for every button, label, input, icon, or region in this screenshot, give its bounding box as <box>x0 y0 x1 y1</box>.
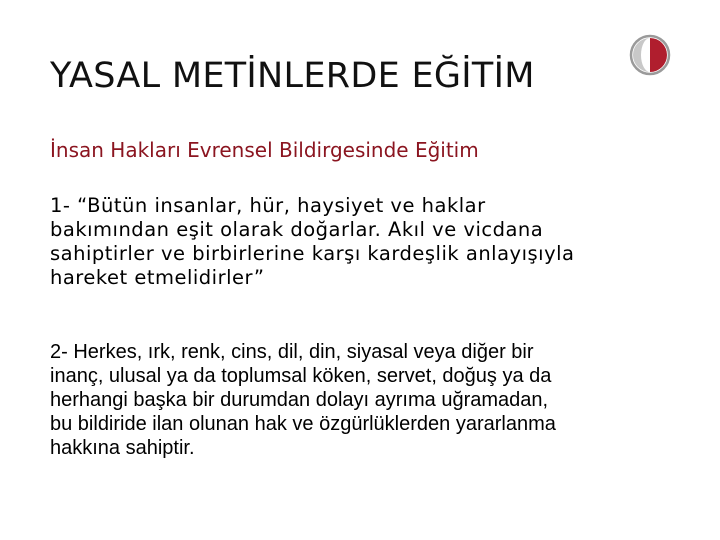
paragraph-1 <box>50 194 690 290</box>
page-title: YASAL METİNLERDE EĞİTİM <box>50 56 535 96</box>
paragraph-1-line: bakımından eşit olarak doğarlar. Akıl ve vicdana <box>50 218 544 241</box>
paragraph-2-line: herhangi başka bir durumdan dolayı ayrıma uğramadan, <box>50 389 549 411</box>
paragraph-2-line: bu bildiride ilan olunan hak ve özgürlüklerden yararlanma <box>50 413 556 435</box>
paragraph-2 <box>50 340 690 460</box>
university-logo-icon <box>629 34 671 76</box>
paragraph-2-line: inanç, ulusal ya da toplumsal köken, servet, doğuş ya da <box>50 365 552 387</box>
paragraph-2-line: 2- Herkes, ırk, renk, cins, dil, din, siyasal veya diğer bir <box>50 341 534 363</box>
subtitle: İnsan Hakları Evrensel Bildirgesinde Eğitim <box>50 138 479 162</box>
paragraph-1-line: hareket etmelidirler” <box>50 266 265 289</box>
paragraph-1-line: sahiptirler ve birbirlerine karşı kardeşlik anlayışıyla <box>50 242 575 265</box>
paragraph-1-line: 1- “Bütün insanlar, hür, haysiyet ve haklar <box>50 194 486 217</box>
paragraph-2-line: hakkına sahiptir. <box>50 437 195 459</box>
